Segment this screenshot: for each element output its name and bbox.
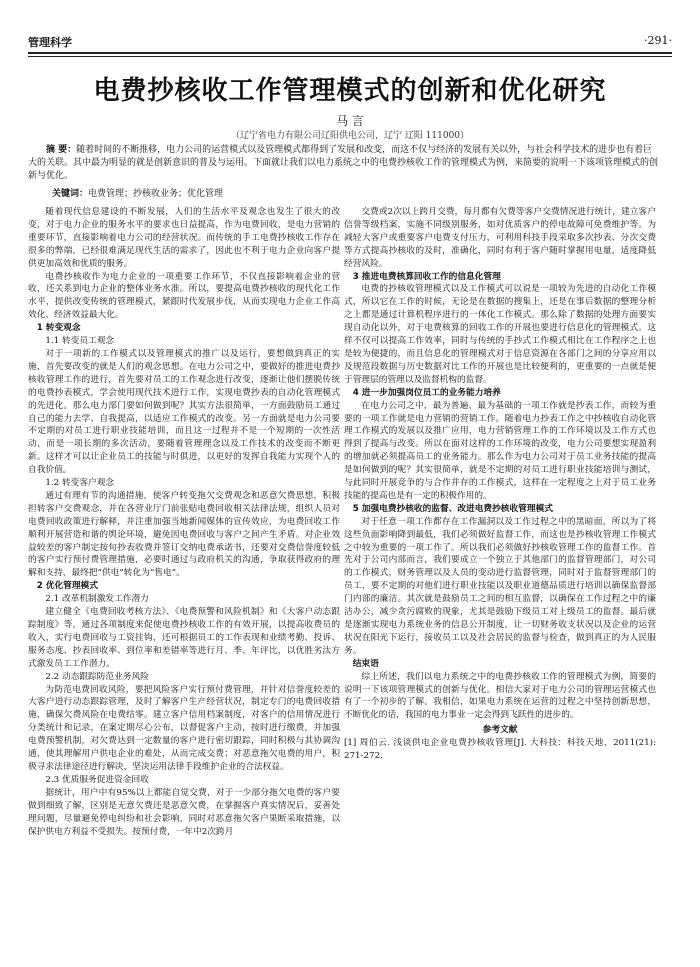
running-header [28, 34, 672, 48]
abstract [28, 144, 658, 183]
section-heading: 结束语 [352, 658, 379, 669]
paragraph: 通过有理有节的沟通措施，使客户转变拖欠交费观念和恶意欠费思想，积极担转客户交费观念，并在各营业厅门前张贴电费回收相关法律法规，组织人员对电费回收政策进行解释，并注重加强当地新闻媒体的宣传效应，为电费回收工作顺利开展营造和谐的舆论环境，避免因电费回收与客户之间产生矛盾。对企业效益较差的客户制定按旬抄表收费并签订交纳电费承诺书，还要对交费信誉度较低的客户实行预付费管理措施，必要时通过与政府机关的沟通，争取获得政府的理解和支持，最终把“供电”转化为“售电”。 [28, 490, 340, 579]
paragraph: 随着现代信息建设的不断发展，人们的生活水平及观念也发生了很大的改变，对于电力企业的服务水平的要求也日益提高，作为电费回收，是电力营销的重要环节，直接影响着电力公司的经营状况。而传统的手工电费抄核收工作存在很多的弊端，已经很难满足现代生活的需求了，因此也不利于电力企业向客户提供更加高效和优质的服务。 [28, 207, 340, 269]
paragraph: 对于一项新的工作模式以及管理模式的推广以及运行，要想做到真正的实施，首先要改变的就是人们的观念思想。在电力公司之中，要做好的推进电费抄核收管理工作的进行，首先要对员工的工作观念进行改变，逐渐让他们摆脱传统的电费抄表模式，学会使用现代技术进行工作，实现电费抄表的自动化管理模式的先进化。那么电力部门要如何做到呢？其实方法很简单，一方面鼓励员工通过自己的能力去学、自我提高，以适应工作模式的改变。另一方面就是电力公司要不定期的对员工进行职业技能培训，而且这一过程并不是一个短期的一次性活动，而是一项长期的多次活动，要随着管理理念以及工作技术的改变而不断更新。这样才可以让企业员工的技能与时俱进，以更好的发挥自我能力实现个人的自我价值。 [28, 348, 340, 476]
paragraph: 建立健全《电费回收考核方法》、《电费预警和风险机制》和《大客户动态跟踪制度》等，通过各项制度来促使电费抄核收工作的有效开展，以提高收费员的收入，实行电费回收与工资挂钩，还可根据员工的工作表现和业绩考勤、投诉、服务态度、抄表回收率、到位率和差错率等进行月、季、年评比，以优胜劣汰方式激发员工工作潜力。 [28, 607, 340, 669]
article-title: 电费抄核收工作管理模式的创新和优化研究 [93, 76, 607, 106]
paragraph: 对于任意一项工作都存在工作漏洞以及工作过程之中的黑暗面，所以为了将这些负面影响降到最低，我们必须做好监督工作，而这也是抄核收管理工作模式之中较为重要的一项工作了。所以我们必须做好抄核收管理工作的监督工作。首先对于公司内部而言，我们要成立一个独立于其他部门的监督管理部门，对公司的工作模式，财务管理以及人员的变动进行监督管理，同时对于监督管理部门的员工，要不定期的对他们进行职业技能以及职业道德品质进行培训以确保监督部门内部的廉洁。其次就是鼓励员工之间的相互监督，以确保在工作过程之中的廉洁办公，减少贪污腐败的现象，尤其是鼓励下级员工对上级员工的监督。最后就是逐渐实现电力系统业务的信息公开制度，让一切财务收支状况以及企业的运营状况在阳光下运行，接收员工以及社会居民的监督与检查，做到真正的为人民服务。 [344, 516, 656, 656]
left-column [28, 206, 340, 958]
journal-name: 管理科学 [28, 36, 72, 49]
paragraph: 综上所述，我们以电力系统之中的电费抄核收工作的管理模式为例，简要的说明一下该项管理模式的创新与优化。相信大家对于电力公司的管理运营模式也有了一个初步的了解。我相信，如果电力系统在运营的过程之中坚持创新思想，不断优化的话，我国的电力事业一定会得到飞跃性的进步的。 [344, 671, 656, 721]
paragraph: 为防范电费回收风险，要把风险客户实行预付费管理，并针对信誉度较差的大客户进行动态跟踪管理，及时了解客户生产经营状况，制定专门的电费回收措施，确保欠费风险在电费结零。建立客户信用档案制度，对客户的信用情况进行分类统计和记录，在案定期尽心公布，以督促客户主动，按时进行缴费，并加强电费预警机制，对欠费达到一定数量的客户进行密切跟踪，同时积极与其协调沟通，使其理解用户供电企业的难处，从而完成交费；对恶意拖欠电费的用户，积极寻求法律途径进行解决，坚决运用法律手段维护企业的合法权益。 [28, 684, 340, 772]
section-heading: 4 进一步加强岗位员工的业务能力培养 [352, 387, 501, 398]
section-heading: 1.2 转变客户观念 [45, 478, 115, 489]
section-heading: 2 优化管理模式 [36, 581, 98, 592]
keywords-label: 关键词： [52, 189, 89, 199]
section-heading: 1.1 转变员工观念 [45, 336, 115, 347]
author: 马 言 [336, 114, 364, 128]
section-heading: 2.2 动态跟踪防范业务风险 [45, 671, 149, 682]
section-heading: 3 推进电费核算回收工作的信息化管理 [352, 271, 501, 282]
paragraph: 电费抄核收作为电力企业的一项重要工作环节，不仅直接影响着企业的营收，还关系到电力企业的整体业务水准。所以，要提高电费抄核收的现代化工作水平，提供改变传统的管理模式，紧跟时代发展步伐，从而实现电力企业工作高效化、经济效益最大化。 [28, 271, 340, 321]
paragraph: 在电力公司之中，最为普遍，最为基础的一项工作就是抄表工作，而较为重要的一项工作就是电力营销的营销工作。随着电力抄表工作之中抄核收自动化管理工作模式的发展以及推广应用，电力营销管理工作的工作环境以及工作方式也得到了提高与改变。所以在面对这样的工作环境的改变，电力公司要想实现盈利的增加就必须提高员工的业务能力。那么作为电力公司对于员工业务技能的提高是如何做到的呢？其实很简单，就是不定期的对员工进行职业技能培训与测试，与此同时开展竞争的与合作并存的工作模式，这样在一定程度之上对于员工业务技能的提高也是有一定的积极作用的。 [344, 400, 656, 501]
keywords-text: 电费管理；抄核收业务；优化管理 [88, 189, 224, 199]
paragraph: 电费的抄核收管理模式以及工作模式可以说是一项较为先进的自动化工作模式，所以它在工作的时候，无论是在数据的搜集上，还是在事后数据的整理分析之上都是通过计算机程序进行的一体化工作模式。那么除了数据的处理方面要实现自动化以外，对于电费核算的回收工作的开展也要进行信息化的管理模式。这样不仅可以提高工作效率，同时与传统的手抄式工作模式相比在工作程序之上也是较为便捷的，而且信息化的管理模式对于信息资源在各部门之间的分享应用以及规范段数据与历史数据对比工作的开展也是比较便利的，更重要的一点就是便于管理层的管理以及监督机构的监督。 [344, 284, 656, 385]
affiliation: （辽宁省电力有限公司辽阳供电公司，辽宁 辽阳 111000） [230, 131, 470, 141]
section-heading: 5 加强电费抄核收的监督、改进电费抄核收管理模式 [352, 503, 553, 514]
section-heading: 2.3 优质服务促进资金回收 [45, 774, 149, 785]
abstract-label: 摘 要： [46, 145, 77, 155]
reference: [1] 周伯云. 浅谈供电企业电费抄核收管理[J]. 大科技：科技天地，2011(21): 271-272. [344, 738, 656, 762]
keywords [52, 186, 223, 199]
section-heading: 2.1 改革机制激发工作潜力 [45, 594, 149, 605]
section-heading: 1 转变观念 [36, 323, 81, 334]
header-rule [28, 52, 672, 57]
paragraph: 据统计，用户中有95%以上都能自觉交费，对于一少部分拖欠电费的客户要做到细致了解，区别是无意欠费还是恶意欠费，在掌握客户真实情况后，妥善处理问题，尽量避免停电纠纷和社会影响，同时对恶意拖欠客户果断采取措施，以保护供电方利益不受损失。按预付费，一年中2次跨月 [28, 787, 340, 837]
abstract-text: 随着时间的不断推移，电力公司的运营模式以及管理模式都得到了发展和改变，而这不仅与经济的发展有关以外，与社会科学技术的进步也有着巨大的关联。其中最为明显的就是创新意识的普及与运用。下面就让我们以电力系统之中的电费抄核收工作的管理模式为例，来简要的说明一下该项管理模式的创新与优化。 [28, 145, 659, 181]
section-heading: 参考文献 [482, 725, 518, 736]
page-number: ·291· [644, 34, 672, 47]
right-column [344, 206, 656, 846]
paragraph: 交费或2次以上跨月交费，每月都有欠费等客户交费情况进行统计，建立客户信誉等级档案，实施不同级别服务，如对优质客户的停电故障可免费维护等。为减轻大客户或重要客户电费支付压力，可利用科技手段采取多次抄表、分次交费等方式提高抄核收的及时，准确化，同时有利于客户随时掌握用电量，适度降低经营风险。 [344, 207, 656, 269]
